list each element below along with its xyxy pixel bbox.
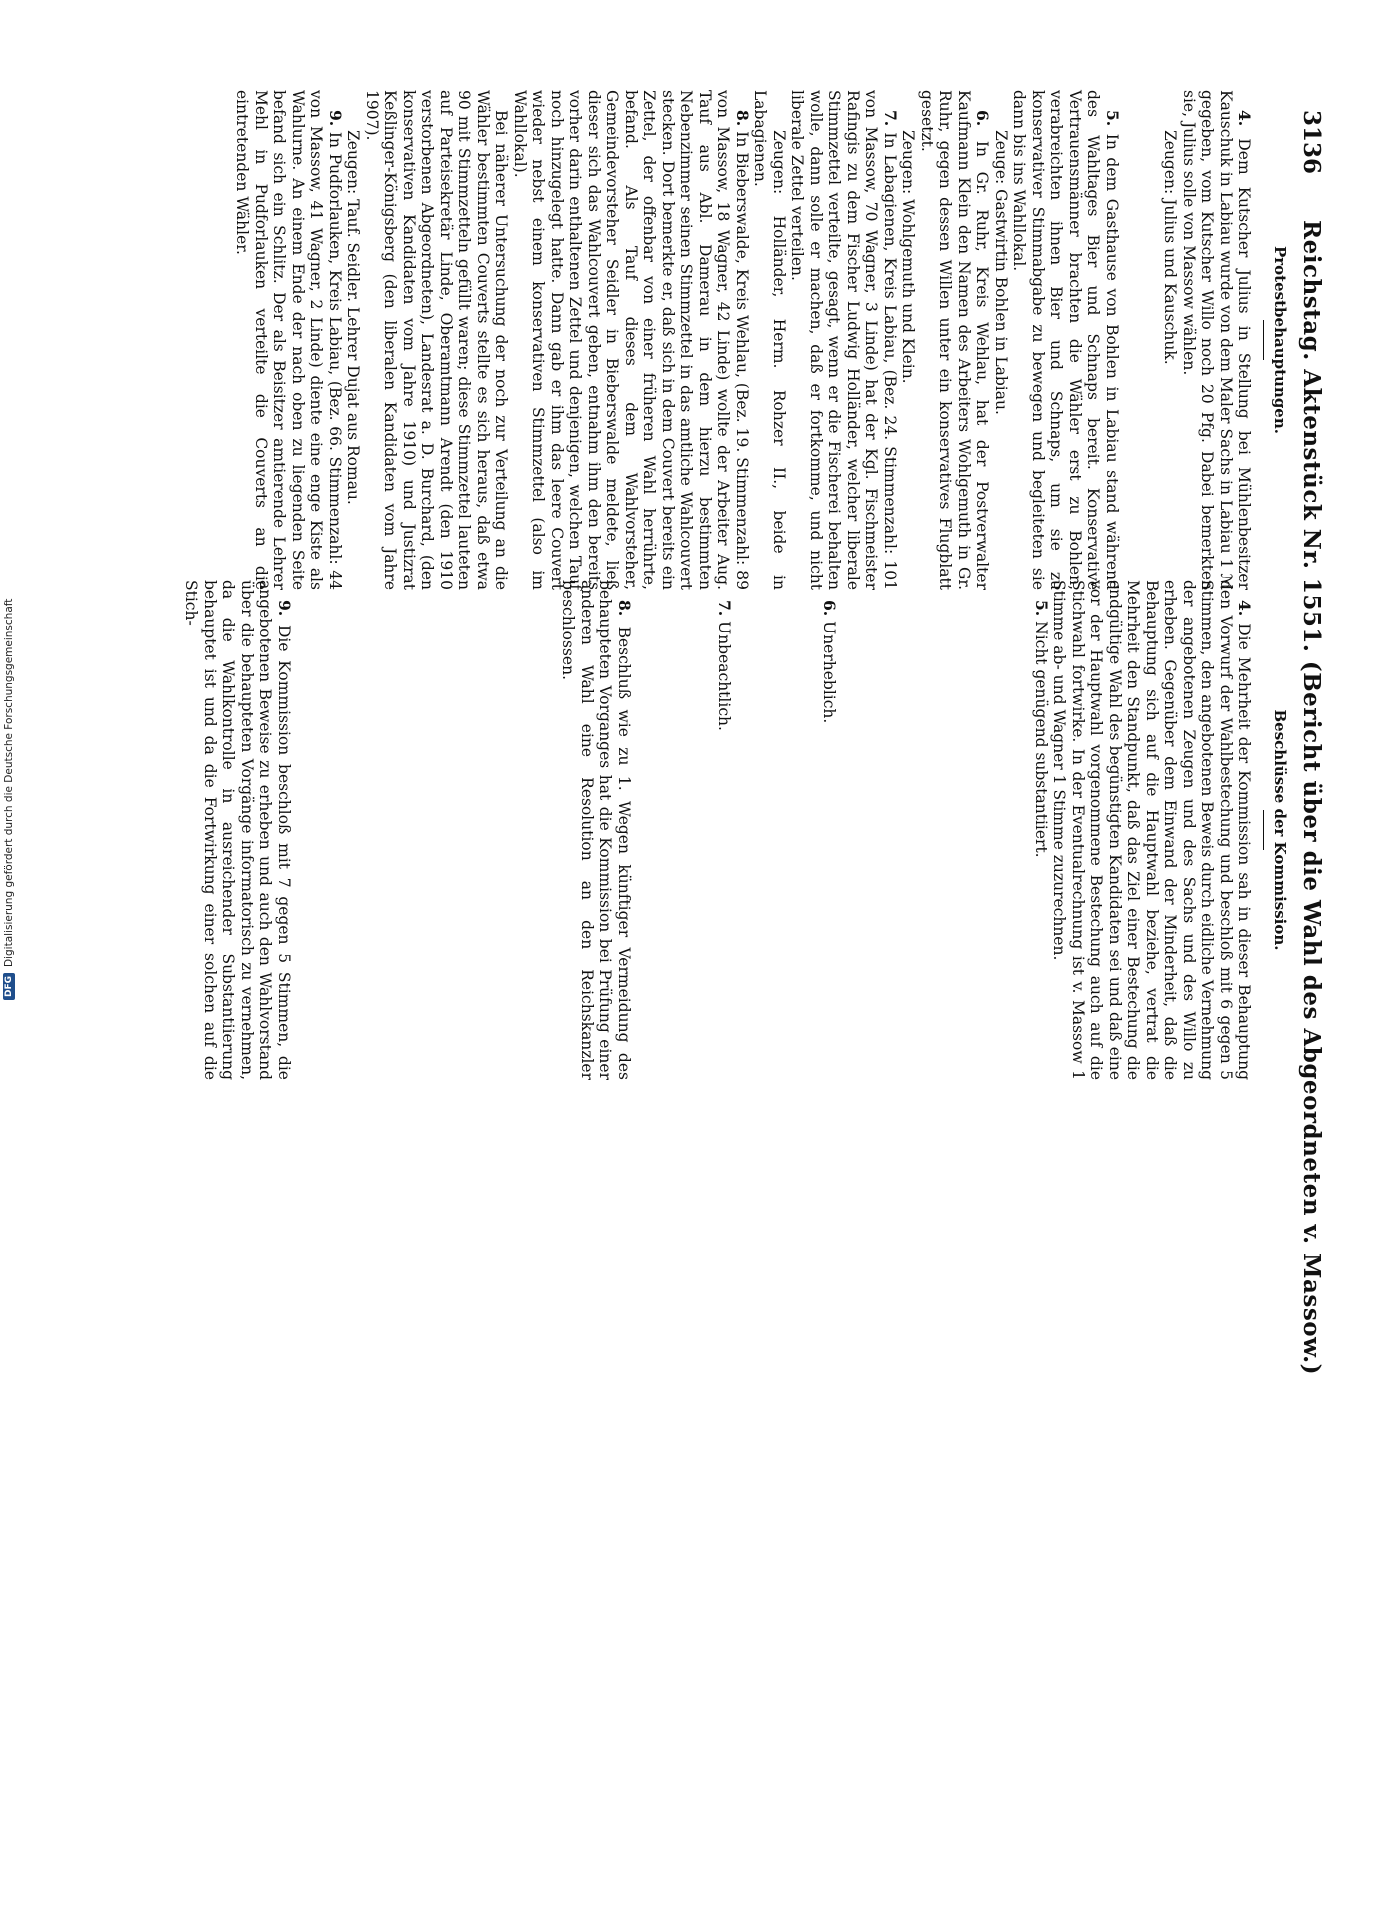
witnesses-5: Zeuge: Gastwirtin Bohlen in Labiau.: [992, 130, 1010, 415]
witnesses-6: Zeugen: Wohlgemuth und Klein.: [899, 130, 918, 384]
right-column-title: Beschlüsse der Kommission.: [1271, 709, 1289, 951]
claim-5: 5. In dem Gasthause von Bohlen in Labiau stand während des Wahltages Bier und Schnaps bereit. Konservative Vertrauensmänner brachten die Wähler erst zu Bohlen, verabreichten ihnen Bier und Schnaps, um sie zu konservativer Stimmabgabe zu bewegen und begleiteten sie dann bis ins Wahllokal.: [1010, 90, 1122, 590]
decision-6-block: [820, 580, 839, 1080]
claim-9: 9. In Pudforlauken, Kreis Labiau, (Bez. 66. Stimmenzahl: 44 von Massow, 41 Wagner, 2 Linde) diente eine enge Kiste als Wahlurne. An einem Ende der nach oben zu liegenden Seite befand sich ein Schlitz. Der als Beisitzer amtierende Lehrer Mehl in Pudforlauken verteilte die Couverts an die eintretenden Wähler.: [233, 90, 345, 590]
left-column: [233, 90, 1293, 590]
claim-8: 8. In Bieberswalde, Kreis Wehlau, (Bez. 19. Stimmenzahl: 89 von Massow, 18 Wagner, 42 Linde) wollte der Arbeiter Aug. Tauf aus Abl. Damerau in dem hierzu bestimmten Nebenzimmer seinen Stimmzettel in das amtliche Wahlcouvert stecken. Dort bemerkte er, daß sich in dem Couvert bereits ein Zettel, der offenbar von einer früheren Wahl herrührte, befand. Als Tauf dieses dem Wahlvorsteher, Gemeindevorsteher Seidler in Bieberswalde meldete, ließ dieser sich das Wahlcouvert geben, entnahm ihm den bereits vorher darin enthaltenen Zettel und denjenigen, welchen Tauf noch hinzugelegt hatte. Dann gab er ihm das leere Couvert wieder nebst einem konservativen Stimmzettel (also im Wahllokal).: [511, 90, 752, 590]
decision-5: 5. Nicht genügend substantiiert.: [1032, 600, 1051, 858]
witnesses-7: Zeugen: Holländer, Herm. Rohzer II., beide in Labagienen.: [751, 90, 788, 590]
left-column-title: Protestbehauptungen.: [1271, 246, 1289, 434]
running-title: Reichstag. Aktenstück Nr. 1551. (Bericht über die Wahl des Abgeordneten v. Massow.): [1298, 220, 1325, 1375]
decision-8-block: [559, 580, 633, 1080]
divider: [1264, 320, 1265, 360]
decision-8: 8. Beschluß wie zu 1. Wegen künftiger Vermeidung des behaupteten Vorganges hat die Kommission bei Prüfung einer anderen Wahl eine Resolution an den Reichskanzler beschlossen.: [559, 580, 634, 1080]
decision-9-block: [182, 580, 293, 1080]
decision-4: 4. Die Mehrheit der Kommission sah in dieser Behauptung den Vorwurf der Wahlbestechung und beschloß mit 6 gegen 5 Stimmen, den angebotenen Beweis durch eidliche Vernehmung der angebotenen Zeugen und des Sachs und des Willo zu erheben. Gegenüber dem Einwand der Minderheit, daß die Behauptung sich auf die Hauptwahl beziehe, vertrat die Mehrheit den Standpunkt, daß das Ziel einer Bestechung die endgültige Wahl des begünstigten Kandidaten sei und daß eine vor der Hauptwahl vorgenommene Bestechung auch auf die Stichwahl fortwirke. In der Eventualrechnung ist v. Massow 1 Stimme ab- und Wagner 1 Stimme zuzurechnen.: [1050, 580, 1255, 1080]
decision-6: 6. Unerheblich.: [820, 600, 839, 724]
divider: [1264, 810, 1265, 850]
right-column: [182, 580, 1294, 1080]
decision-9: 9. Die Kommission beschloß mit 7 gegen 5 Stimmen, die angebotenen Beweise zu erheben und auch den Wahlvorstand über die behaupteten Vorgänge informatorisch zu vernehmen, da die Wahlkontrolle in ausreichender Substantiierung behauptet ist und da die Fortwirkung einer solchen auf die Stich-: [182, 580, 294, 1080]
claim-7: 7. In Labagienen, Kreis Labiau, (Bez. 24. Stimmenzahl: 101 von Massow, 70 Wagner, 3 Linde) hat der Kgl. Fischmeister Rafingis zu dem Fischer Ludwig Holländer, welcher liberale Stimmzettel verteilte, gesagt, wenn er die Fischerei behalten wolle, dann solle er machen, daß er fortkomme, und nicht liberale Zettel verteilen.: [788, 90, 900, 590]
credit-text: Digitalisierung gefördert durch die Deutsche Forschungsgemeinschaft: [3, 598, 15, 967]
decision-7: 7. Unbeachtlich.: [715, 600, 734, 731]
claim-6: 6. In Gr. Ruhr, Kreis Wehlau, hat der Postverwalter Kaufmann Klein den Namen des Arbeiters Wohlgemuth in Gr. Ruhr, gegen dessen Willen unter ein konservatives Flugblatt gesetzt.: [918, 90, 993, 590]
witnesses-8: Zeugen: Tauf. Seidler. Lehrer Dujat aus Romau.: [344, 130, 363, 505]
claim-8-continued: Bei näherer Untersuchung der noch zur Verteilung an die Wähler bestimmten Couverts stellte es sich heraus, daß etwa 90 mit Stimmzetteln gefüllt waren; diese Stimmzettel lauteten auf Parteisekretär Linde, Oberamtmann Arendt (den 1910 verstorbenen Abgeordneten), Landesrat a. D. Burchard, (den konservativen Kandidaten vom Jahre 1910) und Justizrat Keßlinger-Königsberg (den liberalen Kandidaten vom Jahre 1907).: [363, 90, 511, 590]
dfg-logo: DFG: [3, 973, 15, 1000]
decision-7-block: [715, 580, 734, 1080]
witnesses-4: Zeugen: Julius und Kauschuk.: [1161, 130, 1180, 365]
page-number: 3136: [1298, 110, 1325, 175]
digitization-credit: [0, 600, 18, 1000]
claim-4: 4. Dem Kutscher Julius in Stellung bei Mühlenbesitzer Kauschuk in Labiau wurde von dem Maler Sachs in Labiau 1 ℳ gegeben, vom Kutscher Willo noch 20 Pfg. Dabei bemerkten sie, Julius solle von Massow wählen.: [1180, 90, 1255, 590]
